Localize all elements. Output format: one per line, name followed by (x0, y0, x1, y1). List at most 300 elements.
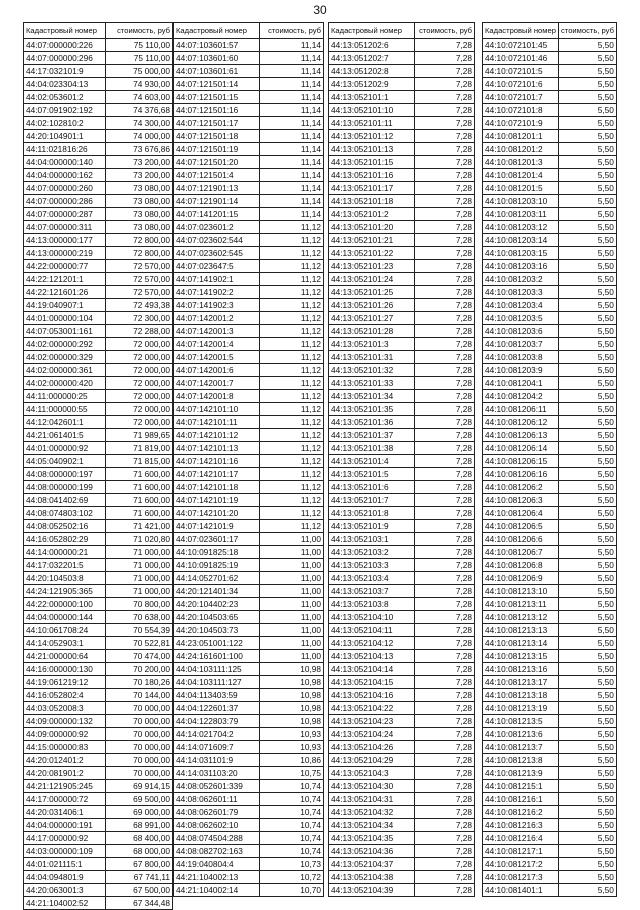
table-row (483, 624, 617, 637)
cost-cell: 72 570,00 (106, 260, 173, 273)
table-row (483, 91, 617, 104)
table-row (24, 130, 173, 143)
cadastral-number-cell: 44:07:103601:57 (174, 39, 260, 52)
table-row (483, 39, 617, 52)
cadastral-number-cell: 44:10:081206:13 (483, 429, 559, 442)
table-row (174, 819, 324, 832)
table-row (329, 793, 475, 806)
table-row (329, 221, 475, 234)
table-row (329, 689, 475, 702)
cadastral-number-cell: 44:21:104002:13 (174, 871, 260, 884)
cadastral-number-cell: 44:13:052104:23 (329, 715, 415, 728)
table-row (174, 494, 324, 507)
table-row (24, 780, 173, 793)
cadastral-number-cell: 44:07:000000:226 (24, 39, 106, 52)
cadastral-number-cell: 44:07:142001:7 (174, 377, 260, 390)
cost-cell: 68 991,00 (106, 819, 173, 832)
table-row (24, 702, 173, 715)
cost-cell: 7,28 (415, 507, 475, 520)
table-row (483, 377, 617, 390)
table-row (174, 234, 324, 247)
table-row (174, 260, 324, 273)
header-cost: стоимость, руб (260, 23, 324, 39)
cost-cell: 72 000,00 (106, 338, 173, 351)
table-row (174, 403, 324, 416)
table-row (329, 442, 475, 455)
table-row (329, 845, 475, 858)
table-row (483, 689, 617, 702)
table-row (174, 533, 324, 546)
cadastral-number-cell: 44:14:071609:7 (174, 741, 260, 754)
cadastral-number-cell: 44:13:052101:32 (329, 364, 415, 377)
cadastral-number-cell: 44:07:023602:544 (174, 234, 260, 247)
cadastral-number-cell: 44:04:122803:79 (174, 715, 260, 728)
table-row (174, 156, 324, 169)
page-number: 30 (313, 3, 327, 17)
cost-cell: 72 300,00 (106, 312, 173, 325)
cost-cell: 70 144,00 (106, 689, 173, 702)
table-row (483, 741, 617, 754)
table-row (483, 780, 617, 793)
cadastral-number-cell: 44:13:052103:8 (329, 598, 415, 611)
table-row (329, 403, 475, 416)
cost-cell: 5,50 (559, 260, 617, 273)
cadastral-number-cell: 44:13:052104:16 (329, 689, 415, 702)
table-row (174, 884, 324, 897)
cadastral-number-cell: 44:13:052101:1 (329, 91, 415, 104)
table-row (329, 273, 475, 286)
cadastral-number-cell: 44:09:000000:132 (24, 715, 106, 728)
table-row (483, 273, 617, 286)
cost-cell: 5,50 (559, 507, 617, 520)
table-row (483, 247, 617, 260)
cadastral-number-cell: 44:10:081203:12 (483, 221, 559, 234)
cost-cell: 5,50 (559, 624, 617, 637)
cost-cell: 71 815,00 (106, 455, 173, 468)
cost-cell: 5,50 (559, 78, 617, 91)
table-row (483, 78, 617, 91)
table-row (24, 650, 173, 663)
table-row (483, 143, 617, 156)
header-cadastral-number: Кадастровый номер (483, 23, 559, 39)
table-row (329, 338, 475, 351)
cost-cell: 5,50 (559, 117, 617, 130)
cadastral-number-cell: 44:20:012401:2 (24, 754, 106, 767)
table-row (329, 299, 475, 312)
cost-cell: 7,28 (415, 273, 475, 286)
cadastral-number-cell: 44:07:023601:17 (174, 533, 260, 546)
cadastral-number-cell: 44:13:052101:15 (329, 156, 415, 169)
cost-cell: 72 000,00 (106, 403, 173, 416)
table-row (174, 754, 324, 767)
cadastral-number-cell: 44:07:091902:192 (24, 104, 106, 117)
cost-cell: 11,12 (260, 429, 324, 442)
table-row (24, 832, 173, 845)
cadastral-number-cell: 44:04:000000:162 (24, 169, 106, 182)
cadastral-number-cell: 44:14:000000:21 (24, 546, 106, 559)
cost-cell: 5,50 (559, 819, 617, 832)
table-row (24, 143, 173, 156)
cadastral-number-cell: 44:13:052103:1 (329, 533, 415, 546)
cadastral-number-cell: 44:10:072101:5 (483, 65, 559, 78)
cost-cell: 70 000,00 (106, 767, 173, 780)
table-row (329, 650, 475, 663)
cadastral-number-cell: 44:08:062601:79 (174, 806, 260, 819)
cost-cell: 72 570,00 (106, 273, 173, 286)
table-row (24, 286, 173, 299)
cost-cell: 11,12 (260, 494, 324, 507)
cost-cell: 74 300,00 (106, 117, 173, 130)
table-row (483, 546, 617, 559)
cost-cell: 11,12 (260, 273, 324, 286)
table-row (24, 403, 173, 416)
cost-cell: 70 638,00 (106, 611, 173, 624)
cost-cell: 5,50 (559, 377, 617, 390)
cadastral-number-cell: 44:10:081206:15 (483, 455, 559, 468)
cost-cell: 5,50 (559, 689, 617, 702)
table-row (24, 442, 173, 455)
cadastral-number-cell: 44:07:141902:2 (174, 286, 260, 299)
cost-cell: 7,28 (415, 442, 475, 455)
cadastral-number-cell: 44:10:081204:1 (483, 377, 559, 390)
table-row (24, 104, 173, 117)
cadastral-number-cell: 44:10:081213:7 (483, 741, 559, 754)
cost-cell: 5,50 (559, 884, 617, 897)
table-row (24, 351, 173, 364)
table-row (24, 806, 173, 819)
cost-cell: 5,50 (559, 676, 617, 689)
cost-cell: 11,00 (260, 533, 324, 546)
table-row (174, 598, 324, 611)
cadastral-number-cell: 44:13:052104:32 (329, 806, 415, 819)
cost-cell: 5,50 (559, 351, 617, 364)
table-row (483, 871, 617, 884)
cadastral-number-cell: 44:09:000000:92 (24, 728, 106, 741)
cost-cell: 5,50 (559, 130, 617, 143)
cost-cell: 5,50 (559, 195, 617, 208)
cost-cell: 5,50 (559, 858, 617, 871)
cost-cell: 7,28 (415, 377, 475, 390)
cost-cell: 7,28 (415, 260, 475, 273)
cost-cell: 74 603,00 (106, 91, 173, 104)
cadastral-number-cell: 44:10:081206:6 (483, 533, 559, 546)
cost-cell: 11,12 (260, 325, 324, 338)
cadastral-number-cell: 44:15:000000:83 (24, 741, 106, 754)
cadastral-number-cell: 44:16:000000:130 (24, 663, 106, 676)
table-row (174, 39, 324, 52)
cost-cell: 5,50 (559, 455, 617, 468)
cadastral-number-cell: 44:13:052104:13 (329, 650, 415, 663)
table-row (24, 598, 173, 611)
cost-cell: 5,50 (559, 611, 617, 624)
cost-cell: 7,28 (415, 221, 475, 234)
cost-cell: 5,50 (559, 247, 617, 260)
table-row (483, 312, 617, 325)
cost-cell: 5,50 (559, 806, 617, 819)
cadastral-number-cell: 44:07:141902:3 (174, 299, 260, 312)
cadastral-number-cell: 44:10:081217:3 (483, 871, 559, 884)
table-row (24, 507, 173, 520)
cost-cell: 68 400,00 (106, 832, 173, 845)
cost-cell: 7,28 (415, 767, 475, 780)
table-row (483, 208, 617, 221)
cost-cell: 7,28 (415, 637, 475, 650)
cost-cell: 11,14 (260, 65, 324, 78)
cadastral-number-cell: 44:22:000000:77 (24, 260, 106, 273)
cadastral-number-cell: 44:13:052101:23 (329, 260, 415, 273)
cadastral-number-cell: 44:13:051202:9 (329, 78, 415, 91)
cost-cell: 5,50 (559, 598, 617, 611)
cost-cell: 5,50 (559, 715, 617, 728)
cadastral-number-cell: 44:04:122601:37 (174, 702, 260, 715)
cadastral-number-cell: 44:13:052101:37 (329, 429, 415, 442)
cadastral-number-cell: 44:08:041402:69 (24, 494, 106, 507)
cost-cell: 10,72 (260, 871, 324, 884)
cadastral-number-cell: 44:07:142101:20 (174, 507, 260, 520)
cadastral-number-cell: 44:13:052101:36 (329, 416, 415, 429)
cost-cell: 7,28 (415, 286, 475, 299)
table-row (24, 416, 173, 429)
cost-cell: 11,00 (260, 585, 324, 598)
table-row (24, 169, 173, 182)
cadastral-number-cell: 44:10:081206:8 (483, 559, 559, 572)
table-row (174, 377, 324, 390)
cost-cell: 5,50 (559, 299, 617, 312)
cost-cell: 5,50 (559, 182, 617, 195)
cadastral-number-cell: 44:13:052101:35 (329, 403, 415, 416)
table-row (24, 767, 173, 780)
cost-cell: 67 800,00 (106, 858, 173, 871)
cost-cell: 11,14 (260, 182, 324, 195)
cost-cell: 7,28 (415, 871, 475, 884)
cadastral-number-cell: 44:13:052104:10 (329, 611, 415, 624)
cadastral-table (173, 22, 324, 897)
cost-cell: 71 600,00 (106, 507, 173, 520)
cadastral-number-cell: 44:10:081201:3 (483, 156, 559, 169)
cost-cell: 7,28 (415, 39, 475, 52)
cost-cell: 11,12 (260, 299, 324, 312)
cost-cell: 5,50 (559, 663, 617, 676)
table-row (329, 832, 475, 845)
table-row (24, 221, 173, 234)
cost-cell: 7,28 (415, 793, 475, 806)
table-row (329, 702, 475, 715)
cost-cell: 7,28 (415, 390, 475, 403)
cost-cell: 7,28 (415, 754, 475, 767)
cost-cell: 7,28 (415, 455, 475, 468)
table-row (483, 338, 617, 351)
cadastral-table (328, 22, 475, 897)
cost-cell: 70 000,00 (106, 754, 173, 767)
cost-cell: 67 741,11 (106, 871, 173, 884)
cadastral-number-cell: 44:10:081216:2 (483, 806, 559, 819)
cadastral-number-cell: 44:10:081213:5 (483, 715, 559, 728)
cost-cell: 11,12 (260, 468, 324, 481)
table-row (174, 728, 324, 741)
cadastral-number-cell: 44:08:074803:102 (24, 507, 106, 520)
cadastral-number-cell: 44:07:142101:10 (174, 403, 260, 416)
table-row (24, 754, 173, 767)
cost-cell: 5,50 (559, 728, 617, 741)
cost-cell: 5,50 (559, 91, 617, 104)
cost-cell: 10,86 (260, 754, 324, 767)
cadastral-number-cell: 44:10:081213:6 (483, 728, 559, 741)
cost-cell: 10,75 (260, 767, 324, 780)
cost-cell: 73 080,00 (106, 221, 173, 234)
cadastral-number-cell: 44:02:000000:420 (24, 377, 106, 390)
cadastral-number-cell: 44:16:052802:29 (24, 533, 106, 546)
cadastral-number-cell: 44:13:052101:7 (329, 494, 415, 507)
table-row (24, 182, 173, 195)
table-row (329, 377, 475, 390)
cadastral-number-cell: 44:17:032201:5 (24, 559, 106, 572)
cadastral-number-cell: 44:10:081213:10 (483, 585, 559, 598)
table-row (174, 806, 324, 819)
table-row (329, 65, 475, 78)
cost-cell: 5,50 (559, 793, 617, 806)
cadastral-number-cell: 44:07:121501:15 (174, 91, 260, 104)
cost-cell: 5,50 (559, 442, 617, 455)
table-row (174, 832, 324, 845)
table-row (24, 234, 173, 247)
cost-cell: 11,12 (260, 455, 324, 468)
table-row (329, 91, 475, 104)
cost-cell: 10,93 (260, 728, 324, 741)
cost-cell: 5,50 (559, 533, 617, 546)
table-row (24, 377, 173, 390)
table-row (483, 676, 617, 689)
cadastral-number-cell: 44:20:104503:65 (174, 611, 260, 624)
table-row (174, 572, 324, 585)
cadastral-number-cell: 44:20:104503:8 (24, 572, 106, 585)
table-row (24, 585, 173, 598)
cadastral-number-cell: 44:20:031406:1 (24, 806, 106, 819)
table-row (174, 273, 324, 286)
table-row (329, 78, 475, 91)
cadastral-number-cell: 44:20:104901:1 (24, 130, 106, 143)
cadastral-number-cell: 44:04:113403:59 (174, 689, 260, 702)
cadastral-number-cell: 44:17:000000:72 (24, 793, 106, 806)
cost-cell: 7,28 (415, 546, 475, 559)
table-row (329, 754, 475, 767)
cadastral-number-cell: 44:13:052101:26 (329, 299, 415, 312)
cadastral-number-cell: 44:07:000000:296 (24, 52, 106, 65)
table-row (329, 364, 475, 377)
cadastral-number-cell: 44:08:000000:197 (24, 468, 106, 481)
cadastral-number-cell: 44:04:000000:191 (24, 819, 106, 832)
cadastral-number-cell: 44:07:142001:2 (174, 312, 260, 325)
cadastral-number-cell: 44:10:081213:17 (483, 676, 559, 689)
cadastral-number-cell: 44:13:052103:7 (329, 585, 415, 598)
table-row (483, 130, 617, 143)
cost-cell: 7,28 (415, 182, 475, 195)
cadastral-number-cell: 44:07:142001:6 (174, 364, 260, 377)
cadastral-number-cell: 44:02:000000:292 (24, 338, 106, 351)
table-row (24, 455, 173, 468)
cadastral-number-cell: 44:07:142101:18 (174, 481, 260, 494)
cost-cell: 5,50 (559, 403, 617, 416)
table-row (329, 143, 475, 156)
cadastral-number-cell: 44:10:081217:2 (483, 858, 559, 871)
cost-cell: 75 000,00 (106, 65, 173, 78)
table-row (24, 429, 173, 442)
cadastral-number-cell: 44:13:051202:6 (329, 39, 415, 52)
cadastral-number-cell: 44:02:053601:2 (24, 91, 106, 104)
cadastral-number-cell: 44:13:052104:15 (329, 676, 415, 689)
table-row (24, 533, 173, 546)
cost-cell: 7,28 (415, 481, 475, 494)
cadastral-number-cell: 44:03:000000:109 (24, 845, 106, 858)
cadastral-number-cell: 44:08:082702:163 (174, 845, 260, 858)
cadastral-number-cell: 44:13:052101:22 (329, 247, 415, 260)
cost-cell: 70 200,00 (106, 663, 173, 676)
table-row (483, 533, 617, 546)
cost-cell: 7,28 (415, 832, 475, 845)
cadastral-number-cell: 44:13:052101:9 (329, 520, 415, 533)
table-row (483, 234, 617, 247)
cadastral-number-cell: 44:11:021816:26 (24, 143, 106, 156)
table-row (24, 78, 173, 91)
cadastral-number-cell: 44:10:081216:1 (483, 793, 559, 806)
table-row (329, 182, 475, 195)
cadastral-number-cell: 44:10:081216:3 (483, 819, 559, 832)
cost-cell: 11,12 (260, 481, 324, 494)
cost-cell: 70 000,00 (106, 715, 173, 728)
table-row (174, 637, 324, 650)
cost-cell: 7,28 (415, 117, 475, 130)
cost-cell: 5,50 (559, 104, 617, 117)
cadastral-number-cell: 44:07:121501:4 (174, 169, 260, 182)
cost-cell: 72 000,00 (106, 351, 173, 364)
table-column-3 (328, 22, 475, 897)
cadastral-number-cell: 44:01:021115:1 (24, 858, 106, 871)
cadastral-number-cell: 44:13:052101:33 (329, 377, 415, 390)
cadastral-number-cell: 44:11:000000:25 (24, 390, 106, 403)
cadastral-number-cell: 44:07:000000:287 (24, 208, 106, 221)
cadastral-number-cell: 44:14:031103:20 (174, 767, 260, 780)
cadastral-number-cell: 44:13:052101:2 (329, 208, 415, 221)
cost-cell: 11,14 (260, 52, 324, 65)
cadastral-number-cell: 44:10:081215:1 (483, 780, 559, 793)
table-row (24, 260, 173, 273)
cadastral-number-cell: 44:21:000000:64 (24, 650, 106, 663)
cadastral-number-cell: 44:10:072101:6 (483, 78, 559, 91)
cadastral-number-cell: 44:17:032101:9 (24, 65, 106, 78)
cost-cell: 73 080,00 (106, 208, 173, 221)
cadastral-number-cell: 44:13:052104:31 (329, 793, 415, 806)
table-row (174, 611, 324, 624)
cadastral-number-cell: 44:10:081201:5 (483, 182, 559, 195)
table-row (24, 559, 173, 572)
cost-cell: 72 288,00 (106, 325, 173, 338)
cost-cell: 67 344,48 (106, 897, 173, 910)
table-row (174, 468, 324, 481)
table-row (329, 663, 475, 676)
cost-cell: 5,50 (559, 234, 617, 247)
cadastral-number-cell: 44:07:053001:161 (24, 325, 106, 338)
table-row (24, 546, 173, 559)
table-row (329, 676, 475, 689)
table-header-row (174, 23, 324, 39)
cost-cell: 70 800,00 (106, 598, 173, 611)
cadastral-number-cell: 44:07:000000:260 (24, 182, 106, 195)
cadastral-number-cell: 44:12:042601:1 (24, 416, 106, 429)
table-row (24, 494, 173, 507)
cadastral-number-cell: 44:13:052101:31 (329, 351, 415, 364)
cost-cell: 70 000,00 (106, 702, 173, 715)
table-row (329, 481, 475, 494)
table-row (24, 481, 173, 494)
